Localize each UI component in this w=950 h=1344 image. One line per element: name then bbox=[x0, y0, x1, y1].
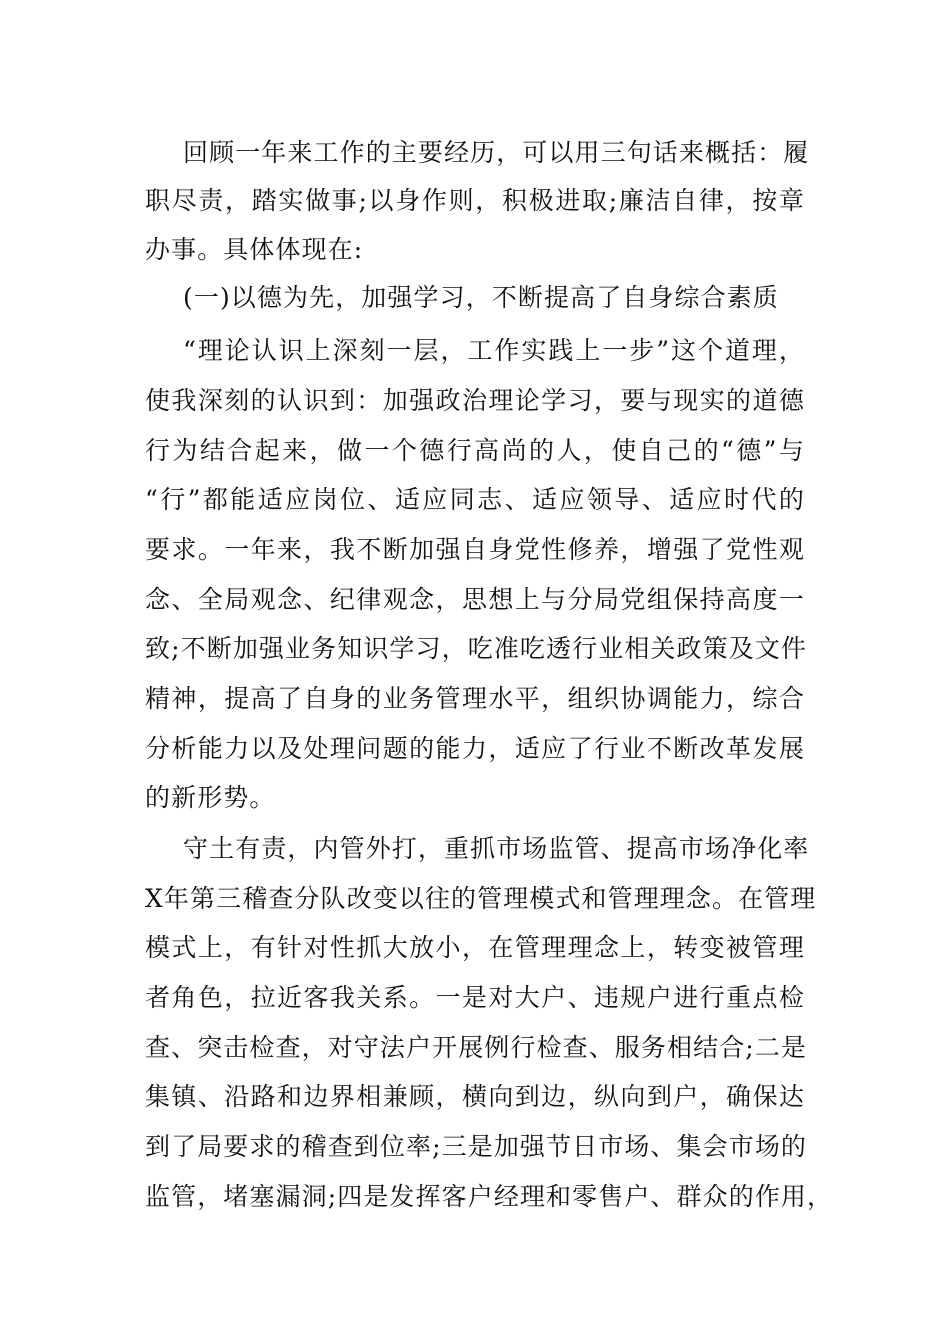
paragraph-line: 办事。具体体现在: bbox=[145, 235, 364, 264]
paragraph-line: 回顾一年来工作的主要经历，可以用三句话来概括：履 bbox=[183, 138, 810, 167]
paragraph-line: 的新形势。 bbox=[145, 783, 276, 812]
paragraph-line: X年第三稽查分队改变以往的管理模式和管理理念。在管理 bbox=[145, 884, 817, 913]
paragraph-line: “行”都能适应岗位、适应同志、适应领导、适应时代的 bbox=[145, 485, 805, 514]
paragraph-line: 分析能力以及处理问题的能力，适应了行业不断改革发展 bbox=[145, 734, 805, 763]
paragraph-line: 致;不断加强业务知识学习，吃准吃透行业相关政策及文件 bbox=[145, 634, 808, 663]
section-heading: (一)以德为先，加强学习，不断提高了自身综合素质 bbox=[183, 283, 779, 312]
paragraph-line: “理论认识上深刻一层，工作实践上一步”这个道理， bbox=[183, 336, 805, 365]
paragraph-line: 使我深刻的认识到：加强政治理论学习，要与现实的道德 bbox=[145, 386, 805, 415]
paragraph-line: 查、突击检查，对守法户开展例行检查、服务相结合;二是 bbox=[145, 1033, 808, 1062]
paragraph-line: 职尽责，踏实做事;以身作则，积极进取;廉洁自律，按章 bbox=[145, 186, 805, 215]
paragraph-line: 要求。一年来，我不断加强自身党性修养，增强了党性观 bbox=[145, 535, 805, 564]
paragraph-line: 行为结合起来，做一个德行高尚的人，使自己的“德”与 bbox=[145, 436, 805, 465]
paragraph-line: 精神，提高了自身的业务管理水平，组织协调能力，综合 bbox=[145, 684, 805, 713]
paragraph-line: 监管，堵塞漏洞;四是发挥客户经理和零售户、群众的作用， bbox=[145, 1182, 834, 1211]
paragraph-line: 念、全局观念、纪律观念，思想上与分局党组保持高度一 bbox=[145, 585, 805, 614]
paragraph-line: 者角色，拉近客我关系。一是对大户、违规户进行重点检 bbox=[145, 983, 805, 1012]
paragraph-line: 到了局要求的稽查到位率;三是加强节日市场、集会市场的 bbox=[145, 1132, 808, 1161]
paragraph-line: 模式上，有针对性抓大放小，在管理理念上，转变被管理 bbox=[145, 933, 805, 962]
section-heading: 守土有责，内管外打，重抓市场监管、提高市场净化率 bbox=[183, 834, 810, 863]
paragraph-line: 集镇、沿路和边界相兼顾，横向到边，纵向到户，确保达 bbox=[145, 1082, 805, 1111]
